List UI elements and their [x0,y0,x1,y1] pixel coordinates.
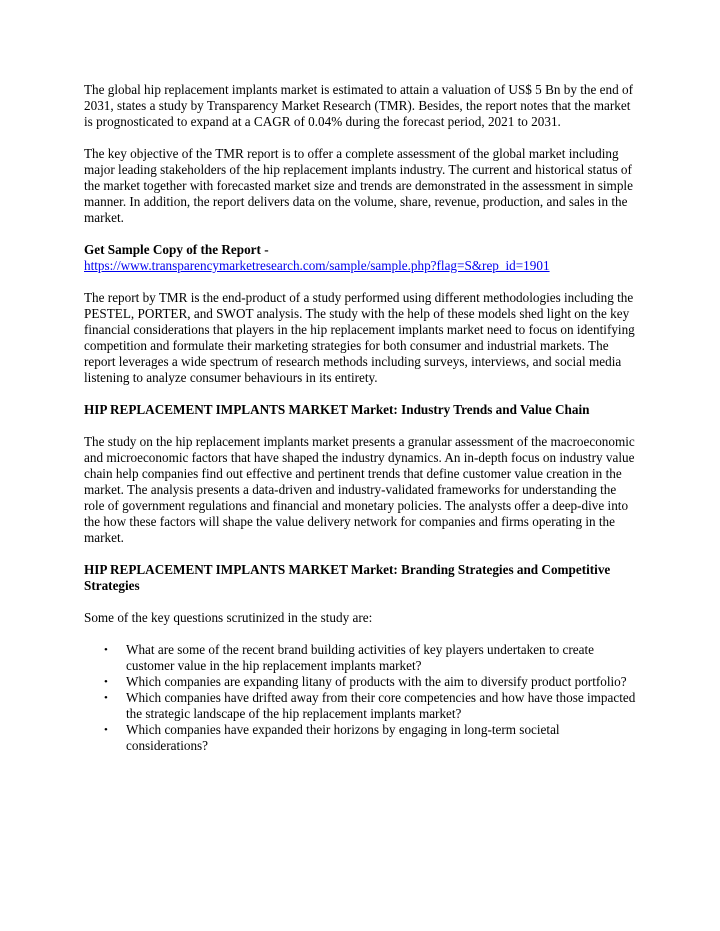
methodology-paragraph: The report by TMR is the end-product of a study performed using different methodologies including the PESTEL, PORTER, and SWOT analysis. The study with the help of these models shed light on the key financial considerations that players in the hip replacement implants market need to focus on identifying competition and formulate their marketing strategies for both consumer and industrial markets. The report leverages a wide spectrum of research methods including surveys, interviews, and social media listening to analyze consumer behaviours in its entirety. [84,290,635,385]
sample-copy-link[interactable]: https://www.transparencymarketresearch.com/sample/sample.php?flag=S&rep_id=1901 [84,258,550,273]
list-item-text: Which companies are expanding litany of products with the aim to diversify product portfolio? [126,674,627,689]
branding-heading: HIP REPLACEMENT IMPLANTS MARKET Market: Branding Strategies and Competitive Strategies [84,562,611,593]
objective-paragraph: The key objective of the TMR report is to offer a complete assessment of the global market including major leading stakeholders of the hip replacement implants industry. The current and historical status of the market together with forecasted market size and trends are demonstrated in the assessment in simple manner. In addition, the report delivers data on the volume, share, revenue, production, and sales in the market. [84,146,633,225]
list-item-text: Which companies have expanded their horizons by engaging in long-term societal considerations? [126,722,560,753]
questions-intro: Some of the key questions scrutinized in the study are: [84,610,373,625]
list-item-text: What are some of the recent brand building activities of key players undertaken to create customer value in the hip replacement implants market? [126,642,594,673]
bullet-icon: • [104,692,108,704]
list-item [104,690,636,722]
bullet-icon: • [104,644,108,656]
list-item-text: Which companies have drifted away from their core competencies and how have those impacted the strategic landscape of the hip replacement implants market? [126,690,636,721]
intro-paragraph: The global hip replacement implants market is estimated to attain a valuation of US$ 5 Bn by the end of 2031, states a study by Transparency Market Research (TMR). Besides, the report notes that the market is prognosticated to expand at a CAGR of 0.04% during the forecast period, 2021 to 2031. [84,82,633,129]
questions-list [84,642,636,754]
list-item [104,642,636,674]
list-item [104,674,636,690]
list-item [104,722,636,754]
document-page [84,82,636,754]
trends-heading: HIP REPLACEMENT IMPLANTS MARKET Market: Industry Trends and Value Chain [84,402,590,417]
sample-copy-label: Get Sample Copy of the Report - [84,242,269,257]
bullet-icon: • [104,724,108,736]
sample-copy-block [84,242,636,274]
value-chain-paragraph: The study on the hip replacement implants market presents a granular assessment of the macroeconomic and microeconomic factors that have shaped the industry dynamics. An in-depth focus on industry value chain help companies find out effective and pertinent trends that define customer value creation in the market. The analysis presents a data-driven and industry-validated frameworks for understanding the role of government regulations and financial and monetary policies. The analysts offer a deep-dive into the how these factors will shape the value delivery network for companies and firms operating in the market. [84,434,635,545]
bullet-icon: • [104,676,108,688]
